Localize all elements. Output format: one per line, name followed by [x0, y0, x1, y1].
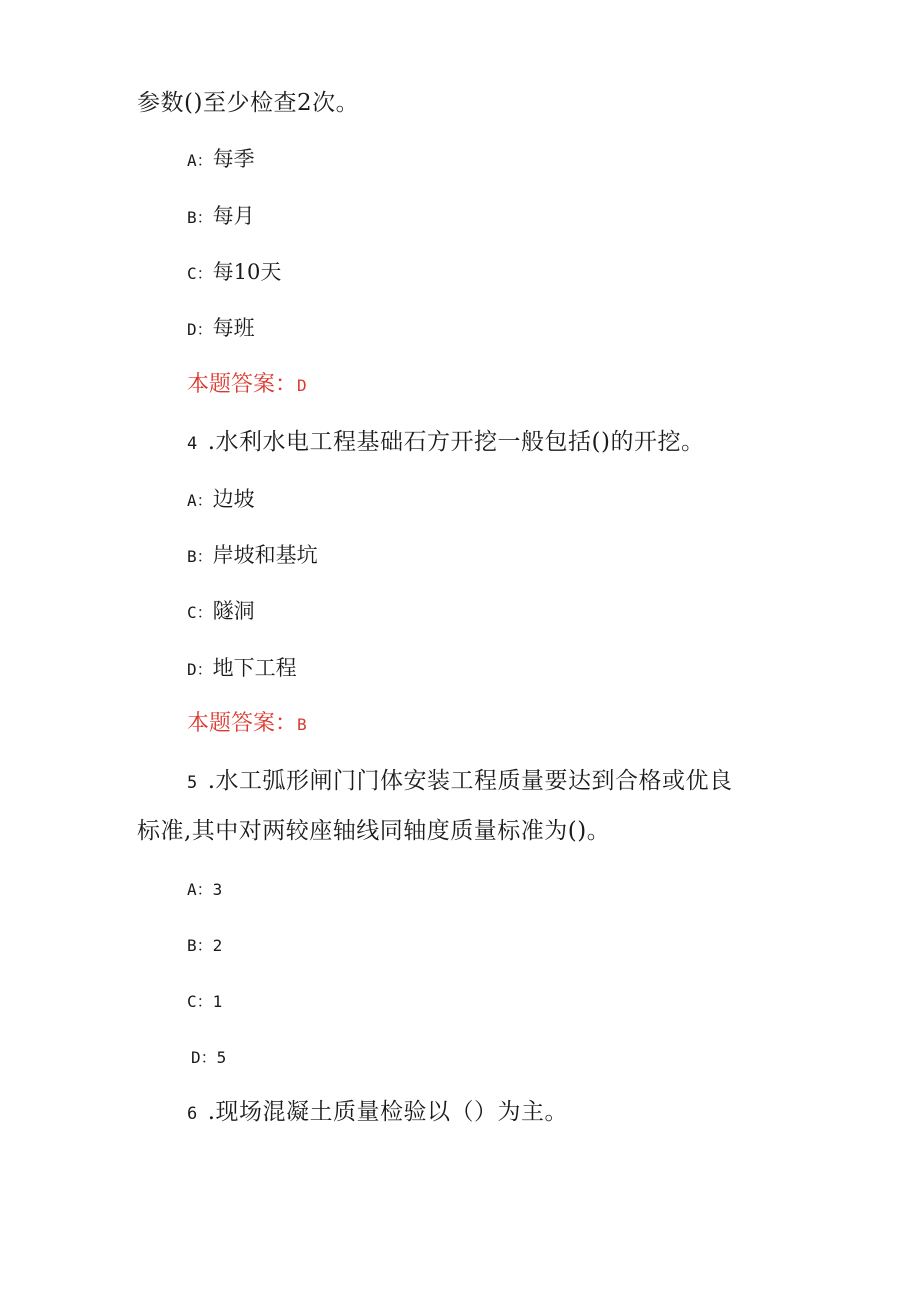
- question-5-option-b: [187, 929, 222, 961]
- option-letter: C：: [187, 603, 213, 622]
- option-letter: D：: [187, 320, 213, 339]
- option-letter: B：: [187, 208, 213, 227]
- question-number: 6: [187, 1104, 198, 1124]
- question-5-option-d: [191, 1041, 226, 1073]
- question-text: .现场混凝土质量检验以（）为主。: [207, 1099, 569, 1125]
- question-6-stem: [187, 1097, 568, 1129]
- option-letter: D：: [191, 1048, 217, 1067]
- option-text: 岸坡和基坑: [212, 543, 318, 567]
- question-number: 5: [187, 773, 198, 793]
- option-letter: C：: [187, 264, 213, 283]
- answer-label: 本题答案：: [187, 711, 298, 736]
- option-text: 2: [212, 936, 223, 955]
- option-text: 3: [212, 880, 223, 899]
- option-letter: D：: [187, 660, 213, 679]
- question-3-stem-tail: 参数()至少检查2次。: [137, 90, 360, 116]
- option-text: 1: [212, 992, 223, 1011]
- option-letter: A：: [187, 151, 213, 170]
- option-text: 每班: [212, 316, 255, 340]
- question-4-option-a: [187, 484, 255, 516]
- question-5-option-a: [187, 873, 222, 905]
- option-text: 每季: [212, 147, 255, 171]
- question-5-option-c: [187, 985, 222, 1017]
- option-letter: A：: [187, 491, 213, 510]
- question-4-option-d: [187, 653, 297, 685]
- option-text: 边坡: [212, 487, 255, 511]
- option-text: 每月: [212, 204, 255, 228]
- answer-label: 本题答案：: [187, 372, 298, 397]
- option-letter: A：: [187, 880, 213, 899]
- question-3-option-a: [187, 144, 255, 176]
- question-4-answer: [187, 709, 307, 740]
- question-3-answer: [187, 370, 307, 401]
- option-text: 5: [216, 1048, 227, 1067]
- option-text: 隧洞: [212, 599, 255, 623]
- option-text: 每10天: [212, 260, 282, 284]
- question-3-option-b: [187, 201, 255, 233]
- answer-value: B: [297, 715, 307, 734]
- question-5-stem-line-1: [187, 766, 733, 798]
- question-text: .水工弧形闸门门体安装工程质量要达到合格或优良: [207, 768, 733, 794]
- question-number: 4: [187, 434, 198, 454]
- question-4-stem: [187, 427, 705, 459]
- option-text: 地下工程: [212, 656, 297, 680]
- option-letter: C：: [187, 992, 213, 1011]
- question-5-stem-line-2: 标准,其中对两较座轴线同轴度质量标准为()。: [137, 818, 611, 844]
- question-3-option-d: [187, 313, 255, 345]
- question-text: .水利水电工程基础石方开挖一般包括()的开挖。: [207, 429, 705, 455]
- option-letter: B：: [187, 936, 213, 955]
- option-letter: B：: [187, 547, 213, 566]
- question-3-option-c: [187, 257, 281, 289]
- answer-value: D: [297, 376, 307, 395]
- question-4-option-c: [187, 596, 255, 628]
- question-4-option-b: [187, 540, 318, 572]
